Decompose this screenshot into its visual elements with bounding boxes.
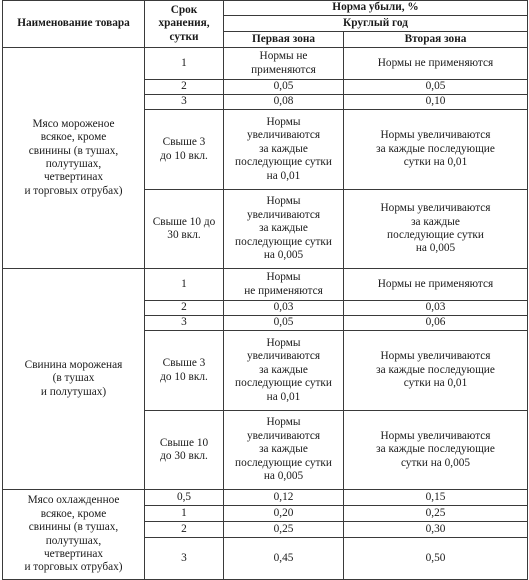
- zone1-cell: Нормы увеличиваются за каждые последующие сутки на 0,005: [224, 411, 344, 490]
- zone1-cell: Нормы не применяются: [224, 48, 344, 80]
- zone2-cell: Нормы увеличиваются за каждые последующие сутки на 0,005: [344, 411, 528, 490]
- zone2-cell: 0,10: [344, 95, 528, 110]
- zone1-cell: 0,05: [224, 316, 344, 331]
- zone1-cell: 0,25: [224, 522, 344, 538]
- zone1-cell: 0,45: [224, 538, 344, 580]
- days-cell: 3: [145, 538, 224, 580]
- zone1-cell: 0,12: [224, 490, 344, 506]
- loss-norms-table: [2, 0, 528, 580]
- zone1-cell: 0,08: [224, 95, 344, 110]
- zone2-cell: Нормы увеличиваются за каждые последующие сутки на 0,01: [344, 331, 528, 411]
- days-cell: 2: [145, 301, 224, 316]
- zone1-cell: Нормы увеличиваются за каждые последующие сутки на 0,005: [224, 190, 344, 269]
- days-cell: 3: [145, 95, 224, 110]
- header-days: Срок хранения, сутки: [145, 1, 224, 48]
- days-cell: Свыше 10 до 30 вкл.: [145, 411, 224, 490]
- zone1-cell: 0,20: [224, 506, 344, 522]
- zone1-cell: 0,03: [224, 301, 344, 316]
- zone2-cell: Нормы увеличиваются за каждые последующие сутки на 0,005: [344, 190, 528, 269]
- zone1-cell: Нормы увеличиваются за каждые последующие сутки на 0,01: [224, 110, 344, 190]
- days-cell: 3: [145, 316, 224, 331]
- zone2-cell: 0,50: [344, 538, 528, 580]
- days-cell: 1: [145, 506, 224, 522]
- zone2-cell: 0,15: [344, 490, 528, 506]
- header-year: Круглый год: [224, 16, 528, 32]
- table-row: [3, 48, 528, 80]
- days-cell: 1: [145, 48, 224, 80]
- header-zone1: Первая зона: [224, 32, 344, 48]
- days-cell: 0,5: [145, 490, 224, 506]
- zone1-cell: 0,05: [224, 80, 344, 95]
- days-cell: 2: [145, 80, 224, 95]
- table-row: [3, 269, 528, 301]
- header-product: Наименование товара: [3, 1, 145, 48]
- days-cell: 2: [145, 522, 224, 538]
- header-zone2: Вторая зона: [344, 32, 528, 48]
- days-cell: Свыше 3 до 10 вкл.: [145, 110, 224, 190]
- zone2-cell: 0,30: [344, 522, 528, 538]
- zone2-cell: 0,25: [344, 506, 528, 522]
- zone2-cell: 0,06: [344, 316, 528, 331]
- zone1-cell: Нормы увеличиваются за каждые последующие сутки на 0,01: [224, 331, 344, 411]
- days-cell: Свыше 10 до 30 вкл.: [145, 190, 224, 269]
- days-cell: 1: [145, 269, 224, 301]
- zone2-cell: Нормы не применяются: [344, 269, 528, 301]
- zone1-cell: Нормы не применяются: [224, 269, 344, 301]
- table-row: [3, 490, 528, 506]
- product-cell: Свинина мороженая (в тушах и полутушах): [3, 269, 145, 490]
- zone2-cell: Нормы увеличиваются за каждые последующие сутки на 0,01: [344, 110, 528, 190]
- product-cell: Мясо охлажденное всякое, кроме свинины (в тушах, полутушах, четвертинах и торговых отрубах): [3, 490, 145, 580]
- days-cell: Свыше 3 до 10 вкл.: [145, 331, 224, 411]
- header-norm: Норма убыли, %: [224, 1, 528, 16]
- product-cell: Мясо мороженое всякое, кроме свинины (в тушах, полутушах, четвертинах и торговых отрубах): [3, 48, 145, 269]
- zone2-cell: Нормы не применяются: [344, 48, 528, 80]
- zone2-cell: 0,03: [344, 301, 528, 316]
- zone2-cell: 0,05: [344, 80, 528, 95]
